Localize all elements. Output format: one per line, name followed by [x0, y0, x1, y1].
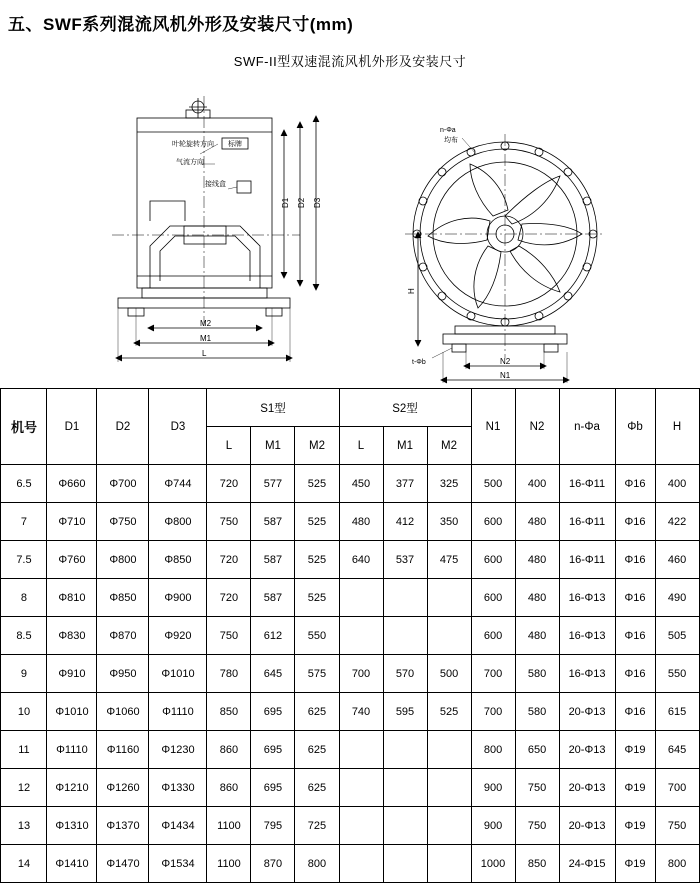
cell-d1: Φ1410: [47, 845, 97, 883]
cell-s2_m1: 570: [383, 655, 427, 693]
th-s1-l: L: [207, 427, 251, 465]
dim-h: H: [407, 288, 416, 294]
dim-d1: D1: [281, 197, 290, 208]
cell-n2: 650: [515, 731, 559, 769]
cell-n1: 600: [471, 503, 515, 541]
cell-s1_l: 720: [207, 579, 251, 617]
dim-n1: N1: [500, 371, 511, 380]
cell-d2: Φ1060: [97, 693, 149, 731]
cell-s2_m1: [383, 579, 427, 617]
cell-d2: Φ850: [97, 579, 149, 617]
cell-d3: Φ800: [149, 503, 207, 541]
cell-n2: 480: [515, 579, 559, 617]
cell-n1: 700: [471, 655, 515, 693]
cell-h: 550: [655, 655, 699, 693]
table-row: [1, 617, 699, 655]
cell-s2_l: [339, 579, 383, 617]
cell-s1_m1: 695: [251, 731, 295, 769]
cell-h: 400: [655, 465, 699, 503]
specification-table: [0, 388, 699, 883]
cell-model: 6.5: [1, 465, 47, 503]
cell-phib: Φ16: [615, 503, 655, 541]
cell-d2: Φ950: [97, 655, 149, 693]
cell-d2: Φ870: [97, 617, 149, 655]
cell-model: 12: [1, 769, 47, 807]
cell-na: 16-Φ13: [559, 617, 615, 655]
cell-d3: Φ900: [149, 579, 207, 617]
cell-n1: 600: [471, 541, 515, 579]
cell-s1_m1: 587: [251, 541, 295, 579]
cell-model: 9: [1, 655, 47, 693]
cell-model: 8: [1, 579, 47, 617]
th-s2-m1: M1: [383, 427, 427, 465]
cell-s1_l: 1100: [207, 807, 251, 845]
cell-s2_m2: [427, 845, 471, 883]
cell-s1_m1: 695: [251, 769, 295, 807]
cell-s2_m2: 525: [427, 693, 471, 731]
cell-d2: Φ800: [97, 541, 149, 579]
cell-s2_m1: 595: [383, 693, 427, 731]
th-d1: D1: [47, 389, 97, 465]
cell-s1_m1: 612: [251, 617, 295, 655]
cell-s2_m1: [383, 769, 427, 807]
cell-s1_m2: 575: [295, 655, 339, 693]
cell-phib: Φ16: [615, 693, 655, 731]
cell-s2_m2: 475: [427, 541, 471, 579]
cell-h: 422: [655, 503, 699, 541]
th-s1-group: S1型: [207, 389, 339, 427]
cell-h: 800: [655, 845, 699, 883]
cell-n1: 900: [471, 807, 515, 845]
th-d3: D3: [149, 389, 207, 465]
cell-n2: 480: [515, 617, 559, 655]
cell-d3: Φ1110: [149, 693, 207, 731]
cell-na: 20-Φ13: [559, 769, 615, 807]
dim-d2: D2: [297, 197, 306, 208]
cell-s1_l: 1100: [207, 845, 251, 883]
cell-s1_m2: 525: [295, 579, 339, 617]
cell-s1_m1: 795: [251, 807, 295, 845]
table-row: [1, 807, 699, 845]
cell-d3: Φ920: [149, 617, 207, 655]
table-row: [1, 655, 699, 693]
cell-s1_l: 720: [207, 541, 251, 579]
cell-h: 750: [655, 807, 699, 845]
cell-s2_m1: [383, 807, 427, 845]
th-s1-m2: M2: [295, 427, 339, 465]
cell-h: 700: [655, 769, 699, 807]
cell-n2: 480: [515, 503, 559, 541]
cell-n2: 580: [515, 693, 559, 731]
cell-na: 16-Φ11: [559, 541, 615, 579]
cell-na: 16-Φ11: [559, 465, 615, 503]
cell-s2_m1: [383, 845, 427, 883]
cell-d1: Φ760: [47, 541, 97, 579]
cell-s1_m2: 725: [295, 807, 339, 845]
cell-s2_m1: 412: [383, 503, 427, 541]
cell-s1_m1: 645: [251, 655, 295, 693]
cell-h: 460: [655, 541, 699, 579]
cell-s2_l: 640: [339, 541, 383, 579]
cell-d1: Φ810: [47, 579, 97, 617]
label-t-phi-b: t-Φb: [412, 359, 426, 366]
table-row: [1, 731, 699, 769]
cell-s2_l: 740: [339, 693, 383, 731]
cell-na: 16-Φ13: [559, 655, 615, 693]
th-h: H: [655, 389, 699, 465]
cell-phib: Φ19: [615, 731, 655, 769]
cell-s1_m2: 625: [295, 731, 339, 769]
cell-h: 645: [655, 731, 699, 769]
cell-d1: Φ1010: [47, 693, 97, 731]
cell-h: 505: [655, 617, 699, 655]
cell-phib: Φ16: [615, 579, 655, 617]
cell-d1: Φ710: [47, 503, 97, 541]
cell-n1: 700: [471, 693, 515, 731]
cell-s1_m1: 587: [251, 503, 295, 541]
dim-m2: M2: [200, 319, 212, 328]
cell-d3: Φ1230: [149, 731, 207, 769]
cell-s1_l: 780: [207, 655, 251, 693]
cell-n1: 500: [471, 465, 515, 503]
cell-s1_m1: 587: [251, 579, 295, 617]
label-n-phi-a: n-Φa: [440, 127, 456, 134]
table-header-row-1: [1, 389, 699, 427]
cell-s2_m2: 350: [427, 503, 471, 541]
cell-n1: 600: [471, 617, 515, 655]
cell-phib: Φ16: [615, 465, 655, 503]
cell-n2: 580: [515, 655, 559, 693]
cell-d2: Φ1370: [97, 807, 149, 845]
cell-s1_l: 750: [207, 503, 251, 541]
cell-d2: Φ700: [97, 465, 149, 503]
cell-d3: Φ1010: [149, 655, 207, 693]
label-evenly-distributed: 均布: [444, 137, 458, 144]
cell-h: 615: [655, 693, 699, 731]
cell-n2: 480: [515, 541, 559, 579]
cell-d2: Φ750: [97, 503, 149, 541]
cell-model: 8.5: [1, 617, 47, 655]
cell-s2_l: [339, 769, 383, 807]
cell-na: 16-Φ11: [559, 503, 615, 541]
cell-s2_m1: [383, 617, 427, 655]
cell-n1: 900: [471, 769, 515, 807]
cell-d3: Φ1434: [149, 807, 207, 845]
cell-s2_m2: [427, 579, 471, 617]
cell-s2_m1: 377: [383, 465, 427, 503]
table-row: [1, 693, 699, 731]
cell-s1_m1: 577: [251, 465, 295, 503]
dim-d3: D3: [313, 197, 322, 208]
cell-n2: 750: [515, 807, 559, 845]
cell-d1: Φ1110: [47, 731, 97, 769]
cell-s1_l: 860: [207, 731, 251, 769]
cell-s1_m2: 525: [295, 541, 339, 579]
th-n2: N2: [515, 389, 559, 465]
cell-s1_l: 860: [207, 769, 251, 807]
cell-model: 14: [1, 845, 47, 883]
label-nameplate: 标牌: [228, 141, 242, 148]
cell-model: 10: [1, 693, 47, 731]
dim-l: L: [202, 349, 207, 358]
th-d2: D2: [97, 389, 149, 465]
cell-n1: 800: [471, 731, 515, 769]
th-s2-m2: M2: [427, 427, 471, 465]
page-title: 五、SWF系列混流风机外形及安装尺寸(mm): [8, 15, 354, 34]
label-airflow-direction: 气流方向: [176, 159, 204, 166]
cell-n2: 400: [515, 465, 559, 503]
cell-s1_l: 850: [207, 693, 251, 731]
cell-model: 11: [1, 731, 47, 769]
cell-d1: Φ830: [47, 617, 97, 655]
cell-s2_m2: [427, 807, 471, 845]
table-body: [1, 465, 699, 883]
th-model: 机号: [1, 389, 47, 465]
cell-na: 20-Φ13: [559, 807, 615, 845]
cell-s2_l: 700: [339, 655, 383, 693]
cell-d1: Φ1310: [47, 807, 97, 845]
th-s1-m1: M1: [251, 427, 295, 465]
cell-d2: Φ1470: [97, 845, 149, 883]
cell-s1_m2: 525: [295, 503, 339, 541]
cell-s2_m2: [427, 731, 471, 769]
figure-caption: SWF-II型双速混流风机外形及安装尺寸: [233, 54, 467, 69]
cell-s1_l: 750: [207, 617, 251, 655]
cell-phib: Φ19: [615, 769, 655, 807]
cell-phib: Φ16: [615, 541, 655, 579]
cell-s2_m1: [383, 731, 427, 769]
drawing-svg: [0, 76, 700, 380]
cell-n1: 600: [471, 579, 515, 617]
cell-s1_m2: 625: [295, 769, 339, 807]
cell-s2_l: [339, 807, 383, 845]
dim-n2: N2: [500, 357, 511, 366]
cell-s1_m1: 870: [251, 845, 295, 883]
table-row: [1, 503, 699, 541]
cell-s2_m2: 325: [427, 465, 471, 503]
table-row: [1, 769, 699, 807]
table-row: [1, 579, 699, 617]
cell-s2_l: 480: [339, 503, 383, 541]
cell-phib: Φ19: [615, 845, 655, 883]
cell-n2: 750: [515, 769, 559, 807]
cell-s2_m2: [427, 769, 471, 807]
table-row: [1, 541, 699, 579]
cell-s2_l: [339, 845, 383, 883]
th-n-phi-a: n-Φa: [559, 389, 615, 465]
cell-s1_l: 720: [207, 465, 251, 503]
cell-na: 24-Φ15: [559, 845, 615, 883]
th-phi-b: Φb: [615, 389, 655, 465]
cell-s2_l: [339, 617, 383, 655]
cell-h: 490: [655, 579, 699, 617]
cell-s1_m2: 525: [295, 465, 339, 503]
cell-n1: 1000: [471, 845, 515, 883]
cell-s1_m2: 625: [295, 693, 339, 731]
cell-na: 20-Φ13: [559, 693, 615, 731]
technical-drawing: [0, 76, 700, 380]
th-s2-l: L: [339, 427, 383, 465]
cell-s2_l: 450: [339, 465, 383, 503]
cell-phib: Φ16: [615, 617, 655, 655]
table-row: [1, 845, 699, 883]
label-impeller-rotation: 叶轮旋转方向: [172, 141, 214, 148]
cell-model: 7.5: [1, 541, 47, 579]
cell-d2: Φ1260: [97, 769, 149, 807]
cell-model: 7: [1, 503, 47, 541]
cell-na: 16-Φ13: [559, 579, 615, 617]
cell-d3: Φ850: [149, 541, 207, 579]
cell-s2_m1: 537: [383, 541, 427, 579]
cell-phib: Φ16: [615, 655, 655, 693]
cell-na: 20-Φ13: [559, 731, 615, 769]
cell-s1_m1: 695: [251, 693, 295, 731]
cell-d3: Φ744: [149, 465, 207, 503]
cell-d1: Φ1210: [47, 769, 97, 807]
cell-phib: Φ19: [615, 807, 655, 845]
cell-n2: 850: [515, 845, 559, 883]
cell-s1_m2: 800: [295, 845, 339, 883]
cell-model: 13: [1, 807, 47, 845]
th-n1: N1: [471, 389, 515, 465]
dim-m1: M1: [200, 334, 212, 343]
cell-d2: Φ1160: [97, 731, 149, 769]
cell-s2_m2: [427, 617, 471, 655]
cell-d3: Φ1330: [149, 769, 207, 807]
cell-d1: Φ660: [47, 465, 97, 503]
label-junction-box: 接线盒: [205, 181, 226, 188]
cell-s1_m2: 550: [295, 617, 339, 655]
cell-s2_l: [339, 731, 383, 769]
table-row: [1, 465, 699, 503]
cell-s2_m2: 500: [427, 655, 471, 693]
cell-d3: Φ1534: [149, 845, 207, 883]
cell-d1: Φ910: [47, 655, 97, 693]
th-s2-group: S2型: [339, 389, 471, 427]
